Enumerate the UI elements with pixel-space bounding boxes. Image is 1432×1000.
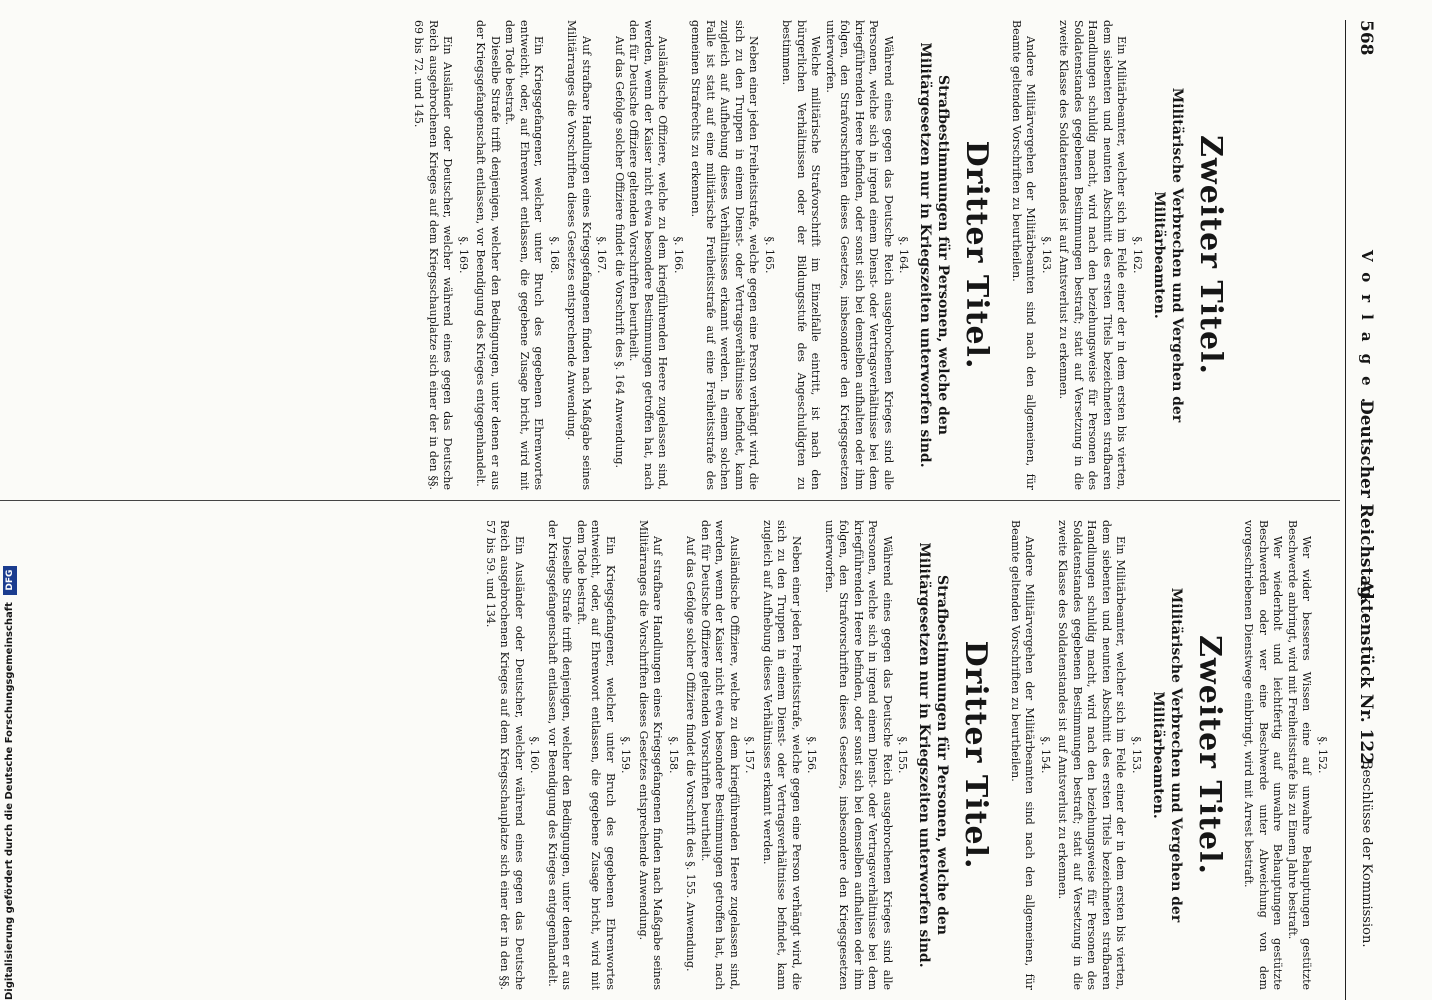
paragraph-168a: Ein Kriegsgefangener, welcher unter Bruch des gegebenen Ehrenwortes entweicht, oder, auf Ehrenwort entlassen, die gegebene Zusage bricht, wird mit dem Tode bestraft. bbox=[503, 20, 546, 490]
section-160: §. 160. bbox=[528, 736, 542, 774]
section-152: §. 152. bbox=[1316, 736, 1329, 774]
section-164: §. 164. bbox=[897, 236, 911, 274]
section-159: §. 159. bbox=[619, 736, 633, 774]
section-155: §. 155. bbox=[896, 736, 910, 774]
paragraph-157b: Auf das Gefolge solcher Offiziere findet die Vorschrift des §. 155. Anwendung. bbox=[684, 536, 698, 972]
digitization-credit bbox=[2, 569, 18, 1000]
reichstag-title: Deutscher Reichstag. bbox=[1356, 400, 1376, 605]
paragraph-154: Andere Militärvergehen der Militärbeamten sind nach den allgemeinen, für Beamte geltenden Vorschriften zu beurtheilen. bbox=[1009, 520, 1037, 990]
paragraph-159a: Ein Kriegsgefangener, welcher unter Bruch des gegebenen Ehrenwortes entweicht, oder, auf Ehrenwort entlassen, die gegebene Zusage bricht, wird mit dem Tode bestraft. bbox=[575, 520, 617, 990]
section-165: §. 165. bbox=[763, 236, 776, 274]
rotated-page bbox=[0, 20, 1380, 1000]
aktenstueck-label: Aktenstück Nr. 122. bbox=[1356, 580, 1376, 771]
paragraph-156: Neben einer jeden Freiheitsstrafe, welche gegen eine Person verhängt wird, die sich zu den Truppen in einem Dienst- oder Vertragsverhältnisse befindet, kann zugleich auf Aufhebung dieses Verhältnisses erkannt werden. bbox=[761, 520, 803, 990]
subtitle-dritter-left: Strafbestimmungen für Personen, welche den Militärgesetzen nur in Kriegszeiten unterworfen sind. bbox=[917, 42, 952, 468]
section-169: §. 169. bbox=[457, 236, 470, 274]
paragraph-163: Andere Militärvergehen der Militärbeamten sind nach den allgemeinen, für Beamte geltenden Vorschriften zu beurtheilen. bbox=[1010, 20, 1038, 490]
title-dritter-right: Dritter Titel. bbox=[958, 640, 994, 870]
paragraph-153: Ein Militärbeamter, welcher sich im Felde einer der in dem ersten bis vierten, dem siebenten und neunten Abschnitt des ersten Titels bezeichneten strafbaren Handlungen schuldig macht, wird nach den beziehungsweise für Personen des Soldatenstandes gegebenen Bestimmungen bestraft; statt auf Versetzung in die zweite Klasse des Soldatenstandes ist auf Amtsverlust zu erkennen. bbox=[1056, 520, 1128, 990]
beschluesse-label: Beschlüsse der Kommission. bbox=[1359, 760, 1374, 948]
paragraph-166b: Auf das Gefolge solcher Offiziere findet die Vorschrift des §. 164 Anwendung. bbox=[613, 36, 626, 469]
paragraph-165: Neben einer jeden Freiheitsstrafe, welche gegen eine Person verhängt wird, die sich zu den Truppen in einem Dienst- oder Vertragsverhältnisse befindet, kann zugleich auf Aufhebung dieses Verhältnisses erkannt werden. In einem solchen Falle ist statt auf eine militärische Freiheitsstrafe auf eine Freiheitsstrafe des gemeinen Strafrechts zu erkennen. bbox=[689, 20, 761, 490]
vorlage-label: Vorlage. bbox=[1358, 250, 1376, 415]
subtitle-zweiter-right: Militärische Verbrechen und Vergehen der Militärbeamten. bbox=[1150, 587, 1184, 923]
section-167: §. 167. bbox=[595, 236, 609, 274]
page-number: 568 bbox=[1356, 20, 1376, 56]
title-zweiter-right: Zweiter Titel. bbox=[1192, 635, 1227, 875]
column-beschluesse bbox=[483, 520, 1333, 990]
paragraph-158: Auf strafbare Handlungen eines Kriegsgefangenen finden nach Maßgabe seines Militärranges die Vorschriften dieses Gesetzes entsprechende Anwendung. bbox=[637, 520, 665, 990]
title-dritter-left: Dritter Titel. bbox=[959, 140, 995, 370]
dfg-logo: DFG bbox=[3, 566, 17, 595]
section-158: §. 158. bbox=[667, 736, 680, 774]
paragraph-169: Ein Ausländer oder Deutscher, welcher während eines gegen das Deutsche Reich ausgebrochenen Krieges auf dem Kriegsschauplatze sich einer der in den §§. 69 bis 72. und 145. bbox=[412, 20, 455, 490]
title-zweiter-left: Zweiter Titel. bbox=[1193, 135, 1228, 375]
paragraph-164a: Während eines gegen das Deutsche Reich ausgebrochenen Krieges sind alle Personen, welche sich in irgend einem Dienst- oder Vertragsverhältnisse bei dem kriegführenden Heere befinden, oder sonst sich bei demselben aufhalten oder ihm folgen, den Strafvorschriften dieses Gesetzes, insbesondere den Kriegsgesetzen unterworfen. bbox=[824, 20, 895, 490]
paragraph-152a: Wer wider besseres Wissen eine auf unwahre Behauptungen gestützte Beschwerde anbringt, wird mit Freiheitsstrafe bis zu Einem Jahre bestraft. bbox=[1286, 520, 1314, 990]
paragraph-162: Ein Militärbeamter, welcher sich im Felde einer der in dem ersten bis vierten, dem siebenten und neunten Abschnitt des ersten Titels bezeichneten strafbaren Handlungen schuldig macht, wird nach den beziehungsweise für Personen des Soldatenstandes gegebenen Bestimmungen bestraft; statt auf Versetzung in die zweite Klasse des Soldatenstandes ist auf Amtsverlust zu erkennen. bbox=[1057, 20, 1129, 490]
paragraph-160: Ein Ausländer oder Deutscher, welcher während eines gegen das Deutsche Reich ausgebrochenen Krieges auf dem Kriegsschauplatze sich einer der in den §§. 57 bis 59. und 134. bbox=[484, 520, 526, 990]
section-166: §. 166. bbox=[672, 236, 685, 274]
subtitle-zweiter-left: Militärische Verbrechen und Vergehen der Militärbeamten. bbox=[1151, 87, 1185, 423]
subtitle-dritter-right: Strafbestimmungen für Personen, welche den Militärgesetzen nur in Kriegszeiten unterworfen sind. bbox=[916, 542, 951, 968]
section-154: §. 154. bbox=[1039, 736, 1052, 774]
header-rule bbox=[1345, 20, 1346, 1000]
column-divider bbox=[0, 500, 1340, 501]
column-vorlage bbox=[411, 20, 1332, 490]
section-153: §. 153. bbox=[1130, 736, 1143, 774]
credit-text: Digitalisierung gefördert durch die Deutsche Forschungsgemeinschaft bbox=[4, 602, 15, 1000]
paragraph-152b: Wer wiederholt und leichtfertig auf unwahre Behauptungen gestützte Beschwerden oder wer eine Beschwerde unter Abweichung von dem vorgeschriebenen Dienstwege einbringt, wird mit Arrest bestraft. bbox=[1242, 520, 1285, 990]
section-156: §. 156. bbox=[805, 736, 819, 774]
paragraph-168b: Dieselbe Strafe trifft denjenigen, welcher den Bedingungen, unter denen er aus der Kriegsgefangenschaft entlassen, vor Beendigung des Krieges entgegenhandelt. bbox=[474, 20, 502, 490]
paragraph-155: Während eines gegen das Deutsche Reich ausgebrochenen Krieges sind alle Personen, welche sich in irgend einem Dienst- oder Vertragsverhältnisse bei dem kriegführenden Heere befinden, oder sonst sich bei demselben aufhalten oder ihm folgen, den Strafvorschriften dieses Gesetzes, insbesondere den Kriegsgesetzen unterworfen. bbox=[823, 520, 894, 990]
paragraph-166a: Ausländische Offiziere, welche zu dem kriegführenden Heere zugelassen sind, werden, wenn der Kaiser nicht etwa besondere Bestimmungen getroffen hat, nach den für Deutsche Offiziere geltenden Vorschriften beurtheilt. bbox=[627, 20, 670, 490]
section-162: §. 162. bbox=[1131, 236, 1144, 274]
paragraph-157: Ausländische Offiziere, welche zu dem kriegführenden Heere zugelassen sind, werden, wenn der Kaiser nicht etwa besondere Bestimmungen getroffen hat, nach den für Deutsche Offiziere geltenden Vorschriften beurtheilt. bbox=[699, 520, 741, 990]
section-163: §. 163. bbox=[1040, 236, 1053, 274]
page-header bbox=[1340, 20, 1380, 1000]
paragraph-167: Auf strafbare Handlungen eines Kriegsgefangenen finden nach Maßgabe seines Militärranges die Vorschriften dieses Gesetzes entsprechende Anwendung. bbox=[565, 20, 593, 490]
section-168: §. 168. bbox=[548, 236, 561, 274]
paragraph-159b: Dieselbe Strafe trifft denjenigen, welcher den Bedingungen, unter denen er aus der Kriegsgefangenschaft entlassen, vor Beendigung des Krieges entgegenhandelt. bbox=[546, 520, 574, 990]
section-157: §. 157. bbox=[743, 736, 757, 774]
paragraph-164b: Welche militärische Strafvorschrift im Einzelfalle eintritt, ist nach den bürgerlichen Verhältnissen oder der Bildungsstufe des Angeschuldigten zu bestimmen. bbox=[780, 20, 823, 490]
